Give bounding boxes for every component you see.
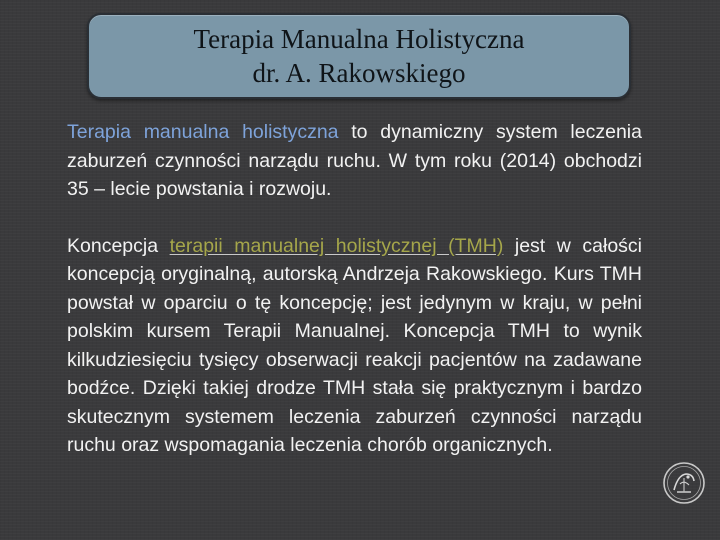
slide-title-line-1: Terapia Manualna Holistyczna (193, 24, 525, 54)
circular-emblem-icon (662, 461, 706, 505)
paragraph-2 (67, 232, 642, 460)
highlighted-term: Terapia manualna holistyczna (67, 121, 339, 143)
slide-title-line-2: dr. A. Rakowskiego (252, 58, 466, 88)
title-box (87, 13, 631, 99)
paragraph-1-text: to dynamiczny system leczenia zaburzeń czynności narządu ruchu. W tym roku (2014) obchodzi 35 – lecie powstania i rozwoju. (67, 121, 642, 200)
paragraph-2-text: jest w całości koncepcją oryginalną, autorską Andrzeja Rakowskiego. Kurs TMH powstał w oparciu o tę koncepcję; jest jedynym w kraju, w pełni polskim kursem Terapii Manualnej. Koncepcja TMH to wynik kilkudziesięciu tysięcy obserwacji reakcji pacjentów na zadawane bodźce. Dzięki takiej drodze TMH stała się praktycznym i bardzo skutecznym systemem leczenia zaburzeń czynności narządu ruchu oraz wspomagania leczenia chorób organicznych. (67, 234, 642, 456)
paragraph-1 (67, 118, 642, 204)
slide-content (67, 118, 642, 460)
paragraph-2-lead: Koncepcja (67, 234, 170, 257)
tmh-link[interactable]: terapii manualnej holistycznej (TMH) (169, 234, 504, 257)
